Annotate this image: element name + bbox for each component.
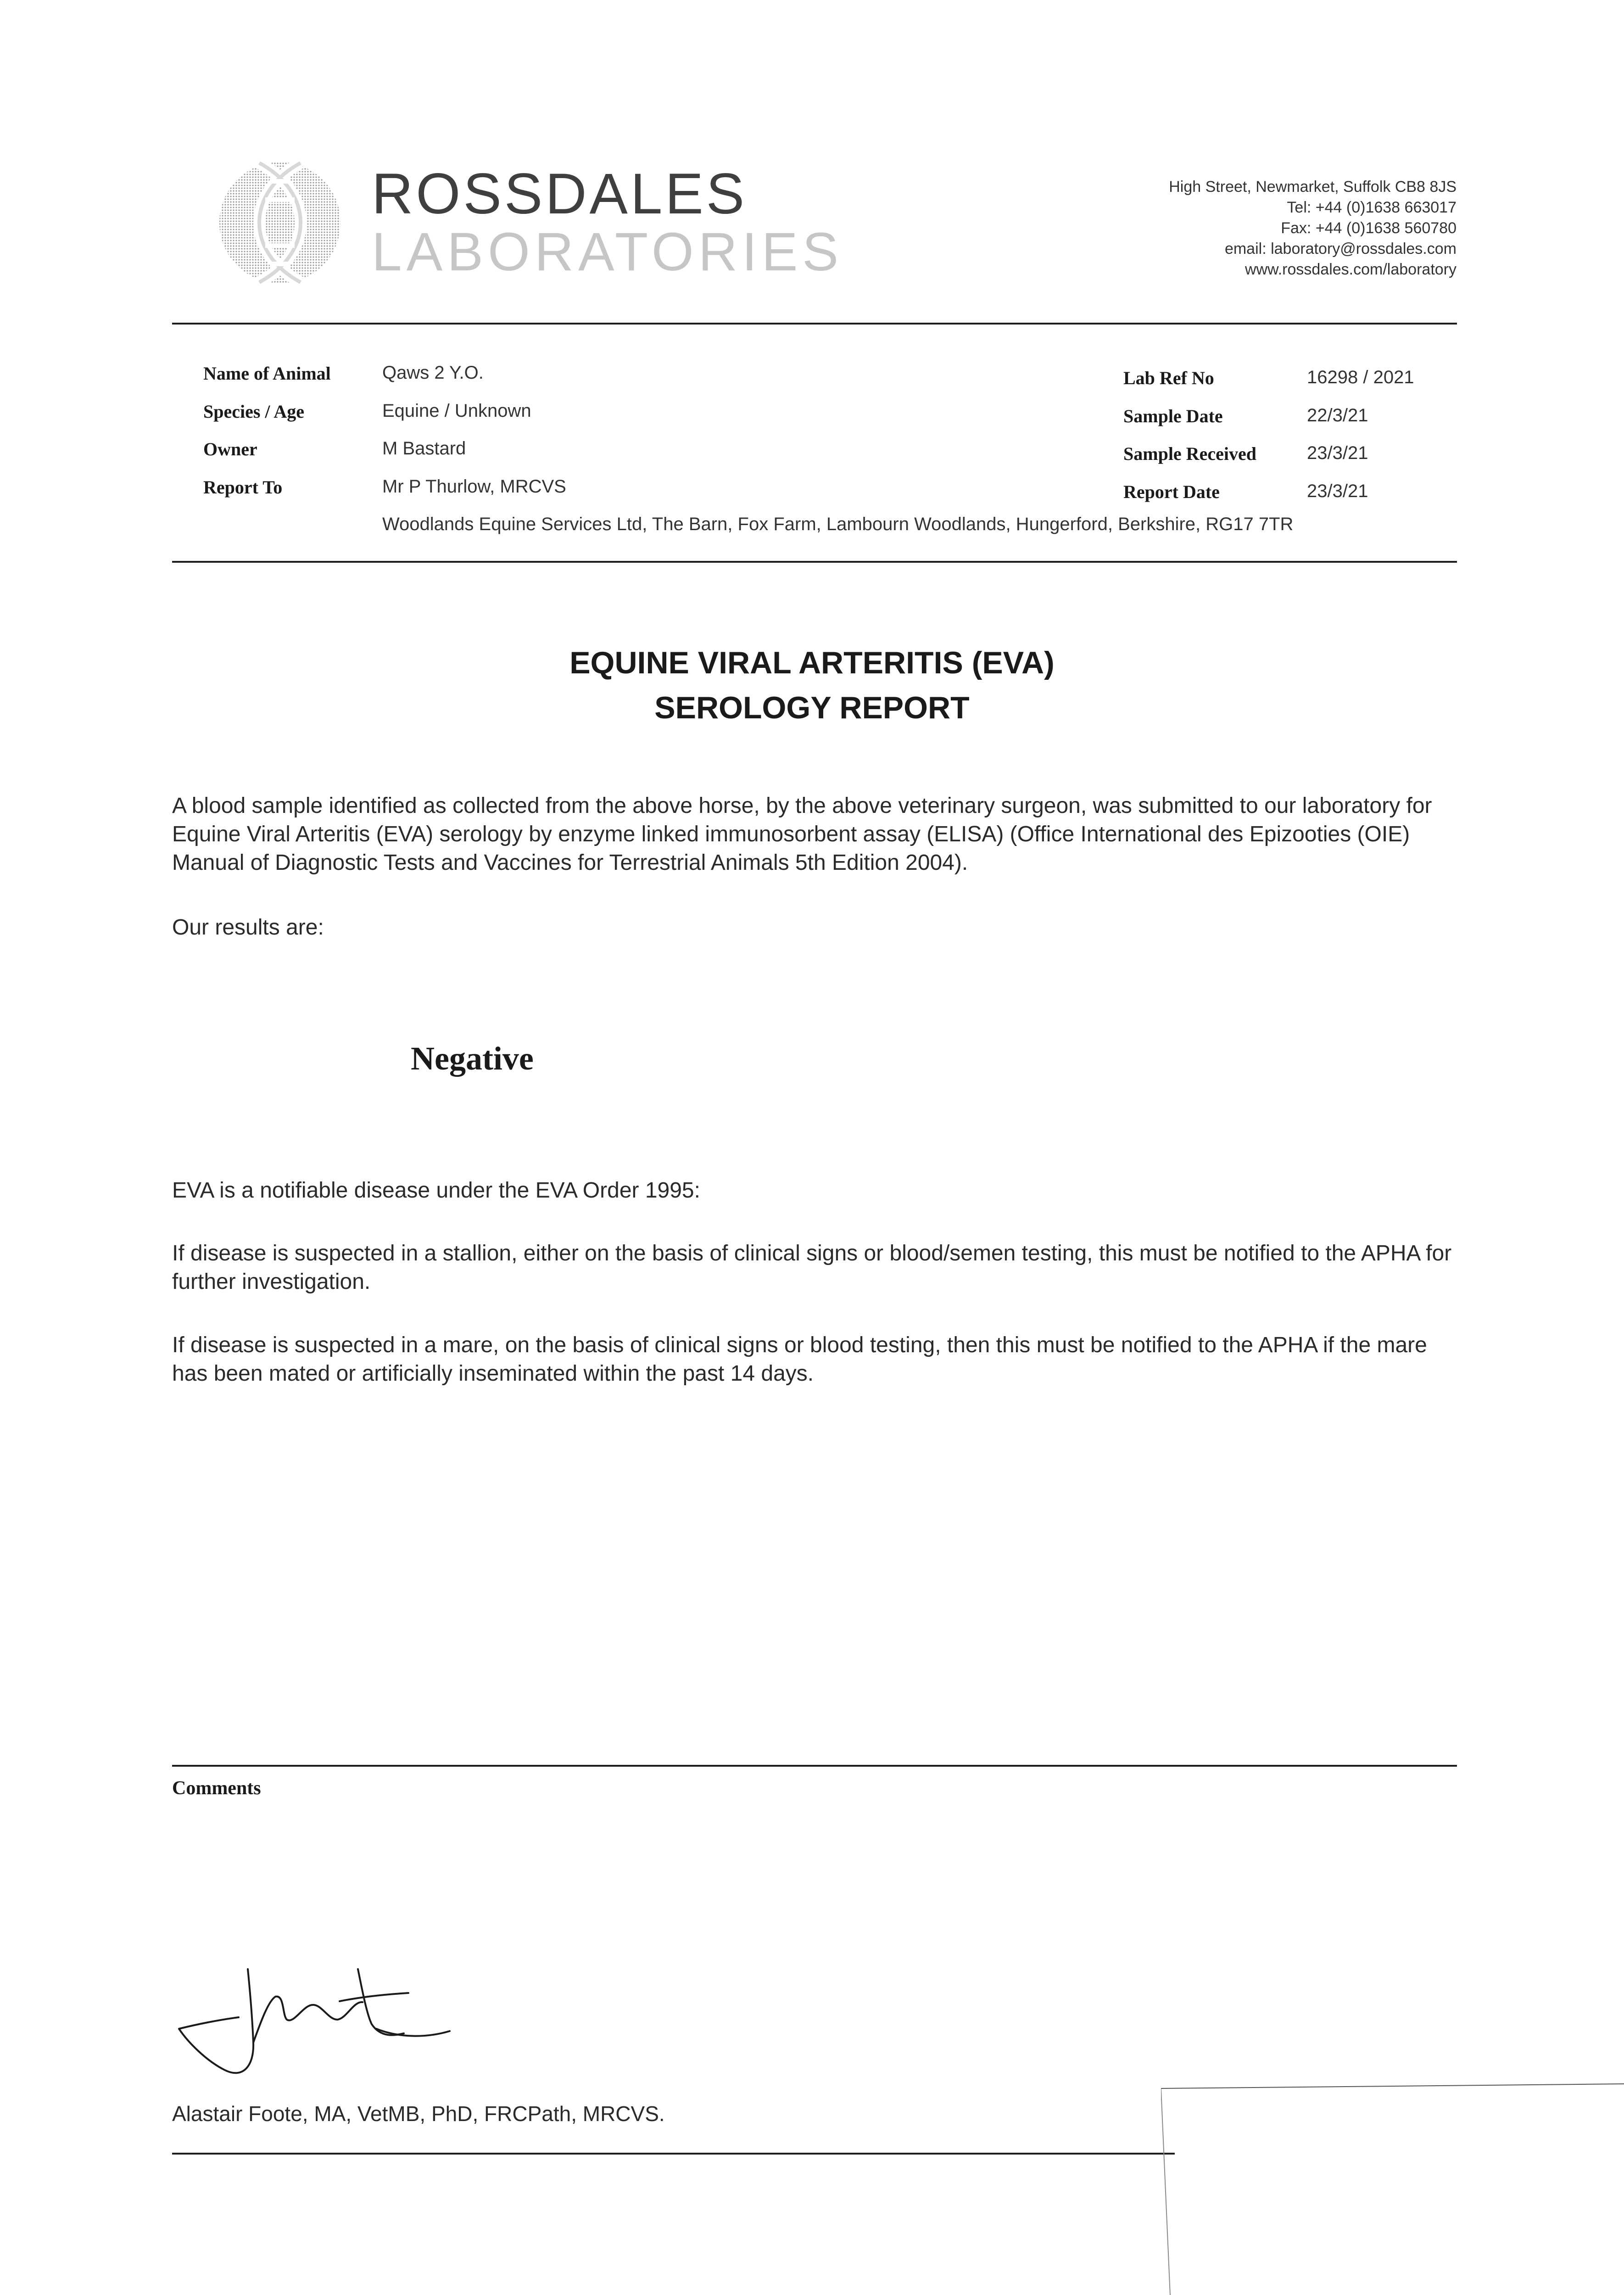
notifiable-note: EVA is a notifiable disease under the EVA Order 1995: bbox=[172, 1178, 700, 1203]
species-value: Equine / Unknown bbox=[382, 401, 531, 421]
address-line: High Street, Newmarket, Suffolk CB8 8JS bbox=[1169, 178, 1457, 196]
mare-note: If disease is suspected in a mare, on the basis of clinical signs or blood testing, then this must be notified to the APHA if the mare has been mated or artificially inseminated within the past 14 days. bbox=[172, 1333, 1427, 1386]
sample-received-label: Sample Received bbox=[1123, 443, 1256, 464]
logo-subtitle: LABORATORIES bbox=[372, 222, 843, 282]
divider bbox=[172, 561, 1457, 563]
species-label: Species / Age bbox=[203, 401, 304, 422]
dna-logo-icon bbox=[216, 154, 344, 291]
divider bbox=[172, 1765, 1457, 1767]
report-date-label: Report Date bbox=[1123, 481, 1220, 502]
lab-ref-label: Lab Ref No bbox=[1123, 368, 1214, 388]
divider bbox=[172, 323, 1457, 325]
report-title-line-1: EQUINE VIRAL ARTERITIS (EVA) bbox=[569, 645, 1055, 680]
sample-received-value: 23/3/21 bbox=[1307, 443, 1368, 463]
report-to-address: Woodlands Equine Services Ltd, The Barn, Fox Farm, Lambourn Woodlands, Hungerford, Berkshire, RG17 7TR bbox=[382, 514, 1294, 534]
sample-date-value: 22/3/21 bbox=[1307, 405, 1368, 425]
address-fax: Fax: +44 (0)1638 560780 bbox=[1281, 219, 1457, 237]
report-date-value: 23/3/21 bbox=[1307, 481, 1368, 501]
report-to-value: Mr P Thurlow, MRCVS bbox=[382, 476, 566, 497]
results-intro: Our results are: bbox=[172, 915, 324, 940]
comments-label: Comments bbox=[172, 1778, 261, 1799]
stallion-note: If disease is suspected in a stallion, either on the basis of clinical signs or blood/semen testing, this must be notified to the APHA for further investigation. bbox=[172, 1241, 1452, 1294]
report-to-label: Report To bbox=[203, 477, 283, 498]
lab-address bbox=[1169, 177, 1457, 280]
scan-edge-shadow bbox=[1161, 2070, 1624, 2295]
report-title bbox=[0, 640, 1624, 730]
lab-ref-value: 16298 / 2021 bbox=[1307, 367, 1414, 387]
animal-label: Name of Animal bbox=[203, 363, 331, 384]
address-phone: Tel: +44 (0)1638 663017 bbox=[1287, 199, 1457, 216]
owner-label: Owner bbox=[203, 439, 257, 459]
divider bbox=[172, 2153, 1175, 2155]
signatory-name: Alastair Foote, MA, VetMB, PhD, FRCPath, MRCVS. bbox=[172, 2102, 665, 2126]
logo-name: ROSSDALES bbox=[372, 162, 748, 226]
report-title-line-2: SEROLOGY REPORT bbox=[654, 690, 970, 725]
animal-value: Qaws 2 Y.O. bbox=[382, 363, 484, 383]
intro-paragraph: A blood sample identified as collected from the above horse, by the above veterinary surgeon, was submitted to our laboratory for Equine Viral Arteritis (EVA) serology by enzyme linked immunosorbent assay (ELISA) (Office International des Epizooties (OIE) Manual of Diagnostic Tests and Vaccines for Terrestrial Animals 5th Edition 2004). bbox=[172, 794, 1432, 875]
sample-date-label: Sample Date bbox=[1123, 406, 1223, 426]
test-result: Negative bbox=[411, 1040, 534, 1077]
address-website: www.rossdales.com/laboratory bbox=[1245, 261, 1457, 278]
address-email: email: laboratory@rossdales.com bbox=[1224, 240, 1457, 257]
owner-value: M Bastard bbox=[382, 438, 466, 459]
signature bbox=[170, 1951, 500, 2088]
